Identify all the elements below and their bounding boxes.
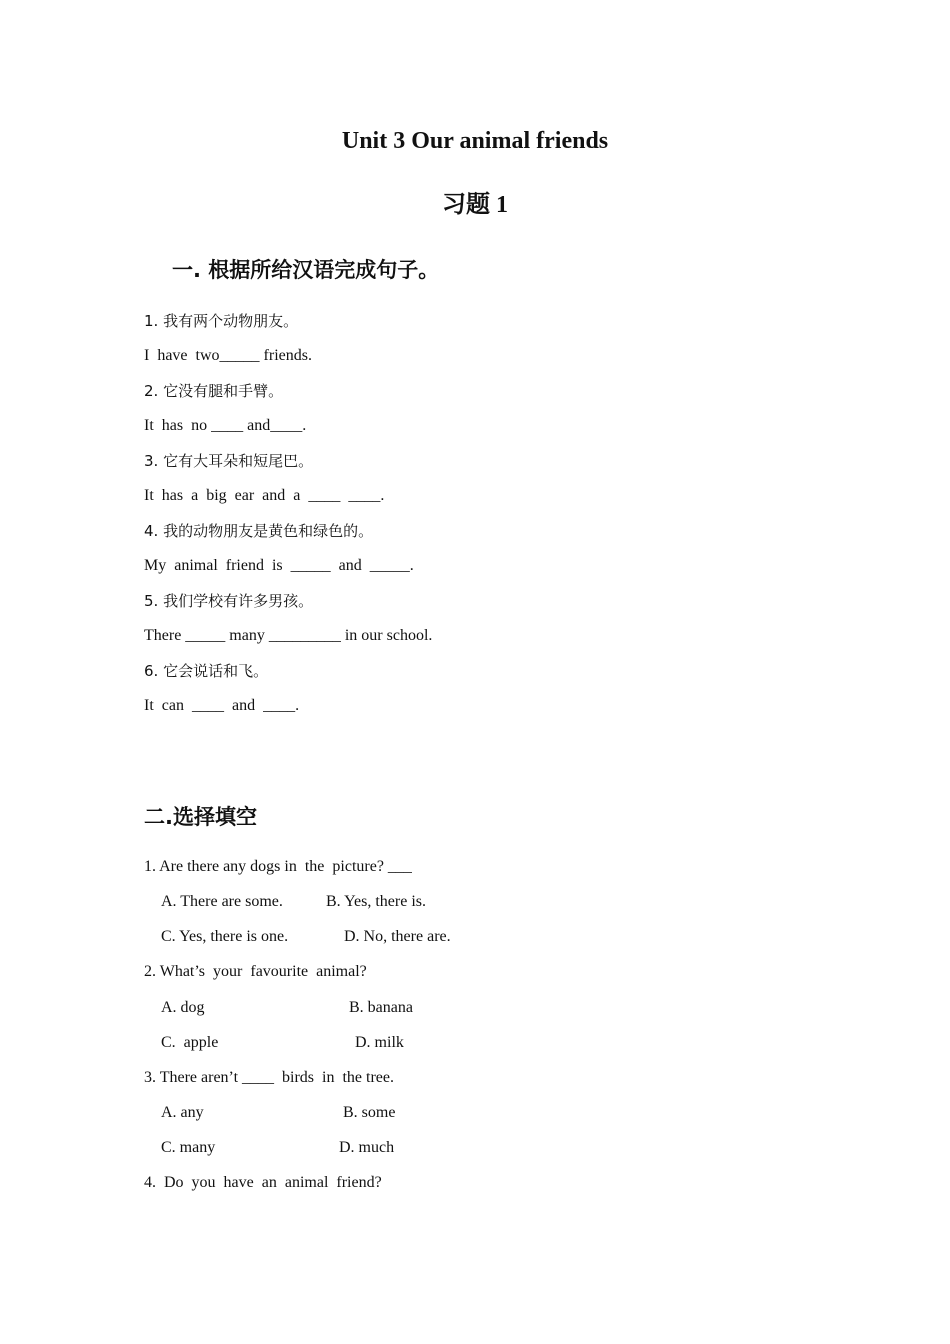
s2-q1-option-d: D. No, there are.	[344, 928, 451, 945]
s1-item-2-chinese: 2. 它没有腿和手臂。	[144, 382, 284, 400]
s2-q3-option-c: C. many	[161, 1139, 216, 1156]
s2-question-2: 2. What’s your favourite animal?	[144, 963, 367, 980]
s1-item-5-chinese: 5. 我们学校有许多男孩。	[144, 592, 314, 610]
section-1-heading: 一. 根据所给汉语完成句子。	[172, 258, 440, 282]
s2-q1-option-b: B. Yes, there is.	[326, 893, 427, 910]
exercise-number: 习题 1	[442, 192, 508, 218]
s2-question-1: 1. Are there any dogs in the picture? ___	[144, 858, 412, 875]
s1-item-3-chinese: 3. 它有大耳朵和短尾巴。	[144, 452, 314, 470]
s2-q1-option-c: C. Yes, there is one.	[161, 928, 289, 945]
s1-item-3-english: It has a big ear and a ____ ____.	[144, 487, 385, 504]
s1-item-2-english: It has no ____ and____.	[144, 417, 307, 434]
s1-item-6-english: It can ____ and ____.	[144, 697, 300, 714]
s2-q2-option-c: C. apple	[161, 1034, 219, 1051]
s1-item-1-english: I have two_____ friends.	[144, 347, 312, 364]
s2-question-3: 3. There aren’t ____ birds in the tree.	[144, 1069, 394, 1086]
s2-q2-option-b: B. banana	[349, 999, 413, 1016]
worksheet-title: Unit 3 Our animal friends	[341, 128, 609, 154]
s1-item-5-english: There _____ many _________ in our school.	[144, 627, 433, 644]
s2-q1-option-a: A. There are some.	[161, 893, 283, 910]
s1-item-6-chinese: 6. 它会说话和飞。	[144, 662, 269, 680]
s2-q3-option-a: A. any	[161, 1104, 204, 1121]
s2-q3-option-b: B. some	[343, 1104, 396, 1121]
s2-question-4: 4. Do you have an animal friend?	[144, 1174, 382, 1191]
s1-item-4-english: My animal friend is _____ and _____.	[144, 557, 414, 574]
s2-q3-option-d: D. much	[339, 1139, 395, 1156]
section-2-heading: 二.选择填空	[144, 805, 257, 829]
s1-item-4-chinese: 4. 我的动物朋友是黄色和绿色的。	[144, 522, 374, 540]
s2-q2-option-d: D. milk	[355, 1034, 404, 1051]
s1-item-1-chinese: 1. 我有两个动物朋友。	[144, 312, 299, 330]
s2-q2-option-a: A. dog	[161, 999, 205, 1016]
